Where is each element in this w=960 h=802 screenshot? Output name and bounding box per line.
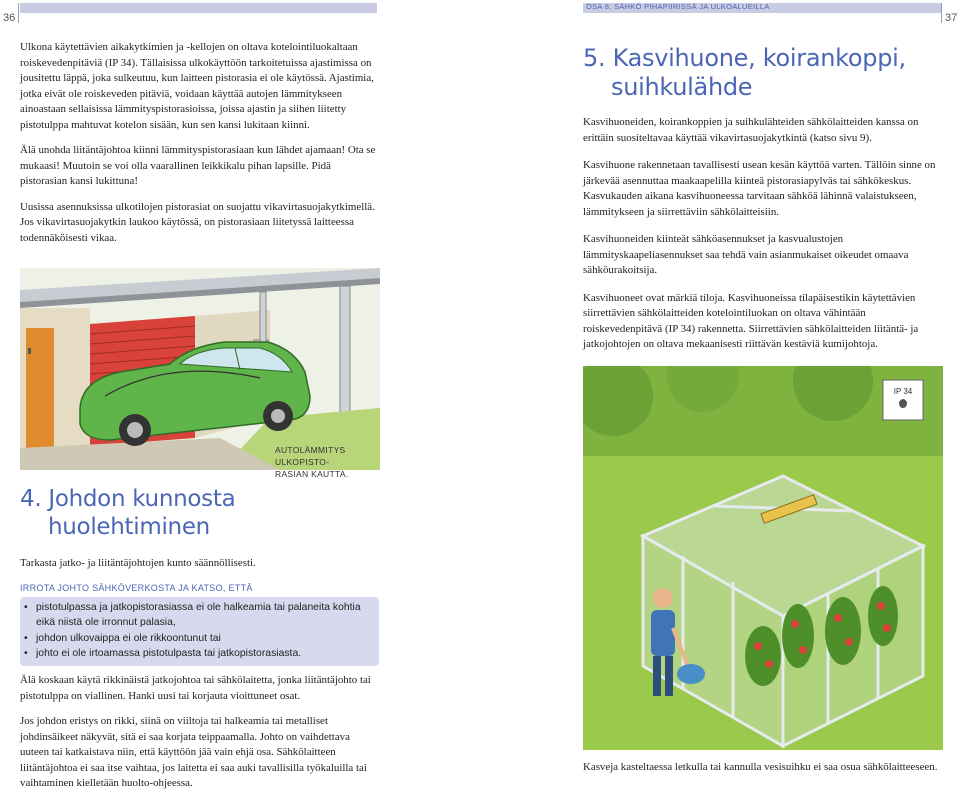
checklist bbox=[20, 600, 379, 662]
greenhouse-illustration bbox=[583, 366, 943, 750]
carport-illustration bbox=[20, 268, 380, 470]
right-header-tick bbox=[941, 3, 942, 23]
paragraph-greenhouse-rcd: Kasvihuoneiden, koirankoppien ja suihkulähteiden sähkölaitteiden kanssa on erittäin suositeltavaa käyttää vikavirtasuojakytkintä (katso sivu 9). bbox=[583, 116, 919, 144]
checklist-heading: IRROTA JOHTO SÄHKÖVERKOSTA JA KATSO, ETTÄ bbox=[20, 583, 253, 593]
car-caption-line-1: AUTOLÄMMITYS ULKOPISTO- bbox=[275, 445, 346, 467]
section-5-title-line-2: suihkulähde bbox=[611, 73, 753, 101]
left-page-number: 36 bbox=[3, 12, 16, 24]
left-intro-text bbox=[20, 40, 380, 256]
section-4-title-line-1: 4. Johdon kunnosta bbox=[20, 486, 236, 512]
left-header-tick bbox=[18, 3, 19, 23]
section-running-head: OSA 8: SÄHKÖ PIHAPIIRISSÄ JA ULKOALUEILLA bbox=[586, 2, 770, 11]
left-closing-text bbox=[20, 673, 380, 802]
paragraph-rcd: Uusissa asennuksissa ulkotilojen pistorasiat on suojattu vikavirtasuojakytkimellä. Jos vikavirtasuojakytkin laukoo käytössä, on pistorasiaan liitetyssä laitteessa todennäköisesti vikaa. bbox=[20, 200, 375, 244]
paragraph-timers: Ulkona käytettävien aikakytkimien ja -kellojen on oltava kotelointiluokaltaan roiskevedenpitäviä (IP 34). Tällaisissa ulkokäyttöön tarkoitetuissa ajastimissa on jousitettu läppä, joka sulkeutuu, kun laitteen pistorasia ei ole käytössä. Ajastimia, jotka eivät ole roiskeveden pitäviä, voidaan käyttää autojen lämmitykseen ainoastaan sellaisissa lämmityspistorasioissa, joissa ajastin ja siihen liitetty pistotulppa mahtuvat kotelon sisään, kun sen kansi lukitaan kiinni. bbox=[20, 41, 374, 131]
checklist-item: • pistotulpassa ja jatkopistorasiassa ei ole halkeamia tai palaneita kohtia eikä niistä ole irronnut palasia, bbox=[36, 600, 379, 631]
section-4-title-line-2: huolehtiminen bbox=[48, 514, 210, 540]
checklist-box bbox=[20, 597, 379, 666]
paragraph-greenhouse-installer: Kasvihuoneiden kiinteät sähköasennukset ja kasvualustojen lämmityskaapeliasennukset saa tehdä vain asianmukaiset oikeudet omaava sähköurakoitsija. bbox=[583, 233, 909, 276]
checklist-item: • johto ei ole irtoamassa pistotulpasta tai jatkopistorasiasta. bbox=[36, 646, 379, 661]
section-5-title bbox=[583, 44, 943, 102]
paragraph-cable-reminder: Älä unohda liitäntäjohtoa kiinni lämmityspistorasiaan kun lähdet ajamaan! Ota se mukaasi! Muutoin se voi olla vaarallinen leikkikalu pihan lapsille. Pidä pistorasian kansi lukittuna! bbox=[20, 144, 376, 187]
right-body-text bbox=[583, 115, 943, 363]
car-caption-line-2: RASIAN KAUTTA. bbox=[275, 469, 349, 479]
paragraph-broken-cord: Älä koskaan käytä rikkinäistä jatkojohtoa tai sähkölaitetta, jonka liitäntäjohto tai pistotulppa on viallinen. Hanki uusi tai korjauta vioittuneet osat. bbox=[20, 674, 371, 702]
left-header-bar bbox=[20, 3, 377, 13]
checklist-item: • johdon ulkovaippa ei ole rikkoontunut tai bbox=[36, 631, 379, 646]
right-page-number: 37 bbox=[945, 12, 958, 24]
paragraph-insulation: Jos johdon eristys on rikki, siinä on viiltoja tai halkeamia tai metalliset johdinsäikeet näkyvät, sitä ei saa korjata teippaamalla. Johto on vaihdettava uuteen tai katkaistava niin, että käyttöön jää vain ehjä osa. Sähkölaitteen liitäntäjohtoa ei saa itse vaihtaa, jos laitetta ei saa auki tavallisilla työkaluilla tai vaihtaminen kielletään huolto-ohjeessa. bbox=[20, 715, 367, 789]
section-5-title-line-1: 5. Kasvihuone, koirankoppi, bbox=[583, 44, 906, 72]
ip-label: IP 34 bbox=[893, 387, 913, 396]
greenhouse-caption: Kasveja kasteltaessa letkulla tai kannulla vesisuihku ei saa osua sähkölaitteeseen. bbox=[583, 761, 938, 773]
car-image-caption bbox=[275, 444, 385, 480]
section-4-intro: Tarkasta jatko- ja liitäntäjohtojen kunto säännöllisesti. bbox=[20, 557, 256, 569]
paragraph-greenhouse-wet: Kasvihuoneet ovat märkiä tiloja. Kasvihuoneissa tilapäisestikin käytettävien siirrettävien sähkölaitteiden kotelointiluokan on oltava vähintään roiskevedenpitävä (IP 34) rakennetta. Siirrettävien sähkölaitteiden liitäntä- ja jatkojohtojen on oltava mekaanisesti riittävän kestäviä kumijohtoja. bbox=[583, 291, 919, 350]
section-4-title bbox=[20, 485, 380, 541]
paragraph-greenhouse-use: Kasvihuone rakennetaan tavallisesti usean kesän käyttöä varten. Tällöin sinne on järkevää asennuttaa maakaapelilla kiinteä pistorasiapylväs tai sähkökeskus. Kasvukauden aikana kasvihuoneessa tarvitaan sähköä lähinnä valaistukseen, lämmitykseen ja siirrettäviin sähkölaitteisiin. bbox=[583, 159, 936, 218]
